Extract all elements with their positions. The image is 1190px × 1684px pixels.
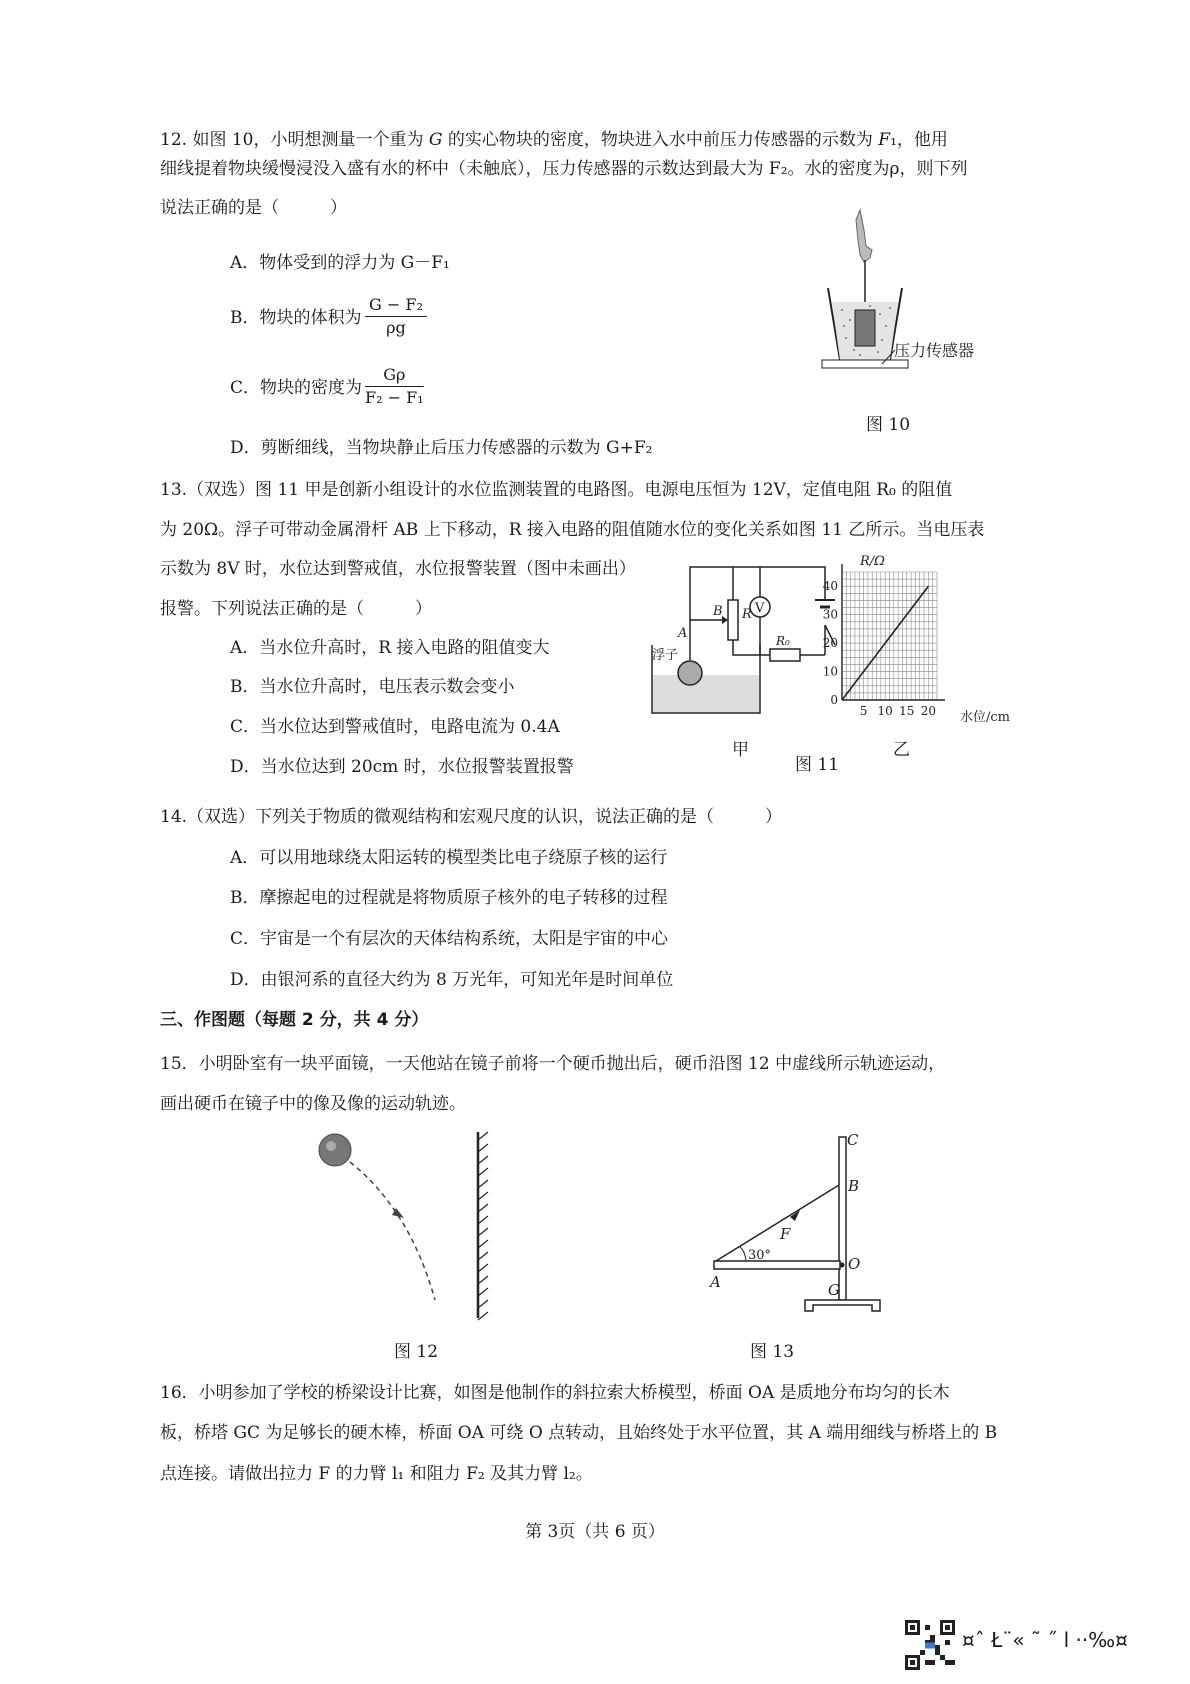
q12-option-b-fraction (365, 294, 427, 339)
figure-11-graph-caption: 乙 (893, 740, 910, 760)
x-tick-label: 15 (899, 704, 915, 718)
page-footer: 第 3页（共 6 页） (525, 1522, 665, 1542)
q14-option-a: A．可以用地球绕太阳运转的模型类比电子绕原子核的运行 (230, 848, 668, 868)
figure-13-caption: 图 13 (750, 1342, 795, 1362)
figure-12 (310, 1130, 500, 1325)
figure-13 (700, 1131, 900, 1325)
q12-line3: 说法正确的是（ ） (160, 198, 347, 218)
watermark-text: ¤ˆ Ł¨« ˜ ˝ l ··‰¤ (962, 1628, 1128, 1652)
tower-gc (839, 1137, 846, 1300)
svg-text:R: R (742, 607, 752, 622)
q13-option-a: A．当水位升高时，R 接入电路的阻值变大 (230, 638, 550, 658)
q13-line1: 13.（双选）图 11 甲是创新小组设计的水位监测装置的电路图。电源电压恒为 12V，定值电阻 R₀ 的阻值 (160, 480, 953, 500)
cable-ab (716, 1185, 839, 1261)
y-tick-label: 0 (830, 693, 838, 707)
q12-option-a: A．物体受到的浮力为 G－F₁ (230, 253, 450, 273)
x-tick-label: 10 (877, 704, 893, 718)
coin-icon (319, 1134, 351, 1166)
q12-option-c-prefix: C．物块的密度为 (230, 378, 363, 398)
q12-line1: 12. 如图 10，小明想测量一个重为 G 的实心物块的密度，物块进入水中前压力传感器的示数为 F₁，他用 (160, 130, 948, 150)
x-tick-label: 5 (859, 704, 868, 718)
q16-line2: 板，桥塔 GC 为足够长的硬木棒，桥面 OA 可绕 O 点转动，且始终处于水平位置，其 A 端用细线与桥塔上的 B (160, 1423, 998, 1443)
fraction-numerator: G − F₂ (365, 294, 427, 317)
q12-option-c-fraction (365, 364, 424, 409)
y-tick-label: 20 (822, 636, 838, 651)
coin-trajectory (350, 1162, 435, 1300)
q16-line1: 16．小明参加了学校的桥梁设计比赛，如图是他制作的斜拉索大桥模型，桥面 OA 是质地分布均匀的长木 (160, 1383, 950, 1403)
graph-ylabel: R/Ω (860, 554, 885, 569)
q13-option-c: C．当水位达到警戒值时，电路电流为 0.4A (230, 717, 560, 737)
svg-text:A: A (710, 1273, 721, 1291)
q14-option-c: C．宇宙是一个有层次的天体结构系统，太阳是宇宙的中心 (230, 929, 669, 949)
figure-11-caption: 图 11 (795, 755, 840, 775)
q13-line3: 示数为 8V 时，水位达到警戒值，水位报警装置（图中未画出） (160, 559, 636, 579)
deck-oa (714, 1261, 840, 1269)
svg-text:30°: 30° (748, 1248, 772, 1263)
q12-line2: 细线提着物块缓慢浸没入盛有水的杯中（未触底），压力传感器的示数达到最大为 F₂。水的密度为ρ，则下列 (160, 159, 968, 179)
q15-line1: 15．小明卧室有一块平面镜，一天他站在镜子前将一个硬币抛出后，硬币沿图 12 中虚线所示轨迹运动， (160, 1054, 946, 1074)
fraction-denominator: F₂ − F₁ (365, 388, 424, 407)
pressure-sensor-label: 压力传感器 (894, 341, 975, 360)
qr-code-icon (905, 1620, 955, 1670)
svg-text:V: V (755, 601, 765, 616)
svg-text:G: G (828, 1281, 840, 1299)
figure-10-caption: 图 10 (866, 415, 911, 435)
figure-11-circuit-caption: 甲 (732, 740, 749, 760)
fraction-numerator: Gρ (365, 364, 424, 387)
q13-line4: 报警。下列说法正确的是（ ） (160, 599, 432, 619)
svg-text:B: B (848, 1177, 860, 1195)
q12-option-b-prefix: B．物块的体积为 (230, 308, 362, 328)
q13-option-b: B．当水位升高时，电压表示数会变小 (230, 677, 515, 697)
fraction-denominator: ρg (386, 318, 406, 337)
y-tick-label: 30 (822, 607, 838, 622)
y-tick-label: 40 (822, 579, 838, 594)
svg-text:F: F (780, 1225, 791, 1243)
section-3-heading: 三、作图题（每题 2 分，共 4 分） (160, 1010, 429, 1030)
svg-text:A: A (678, 626, 688, 641)
q15-line2: 画出硬币在镜子中的像及像的运动轨迹。 (160, 1094, 466, 1114)
q14-line1: 14.（双选）下列关于物质的微观结构和宏观尺度的认识，说法正确的是（ ） (160, 807, 783, 827)
q13-option-d: D．当水位达到 20cm 时，水位报警装置报警 (230, 757, 574, 777)
q13-line2: 为 20Ω。浮子可带动金属滑杆 AB 上下移动，R 接入电路的阻值随水位的变化关系如图 11 乙所示。当电压表 (160, 520, 985, 540)
figure-12-caption: 图 12 (394, 1342, 439, 1362)
svg-text:浮子: 浮子 (652, 648, 679, 663)
x-tick-label: 20 (920, 704, 937, 718)
svg-text:C: C (847, 1131, 859, 1149)
q12-option-d: D．剪断细线，当物块静止后压力传感器的示数为 G+F₂ (230, 438, 653, 458)
q16-line3: 点连接。请做出拉力 F 的力臂 l₁ 和阻力 F₂ 及其力臂 l₂。 (160, 1464, 593, 1484)
svg-text:O: O (848, 1255, 861, 1273)
svg-text:R₀: R₀ (776, 634, 790, 648)
hand-icon (856, 210, 872, 262)
figure-11-graph (820, 555, 1020, 730)
q14-option-b: B．摩擦起电的过程就是将物质原子核外的电子转移的过程 (230, 888, 668, 908)
svg-text:B: B (713, 604, 723, 619)
graph-xlabel: 水位/cm (960, 710, 1010, 725)
figure-10 (820, 210, 1050, 430)
q14-option-d: D．由银河系的直径大约为 8 万光年，可知光年是时间单位 (230, 970, 674, 990)
float-icon (678, 661, 702, 685)
y-tick-label: 10 (822, 664, 838, 679)
